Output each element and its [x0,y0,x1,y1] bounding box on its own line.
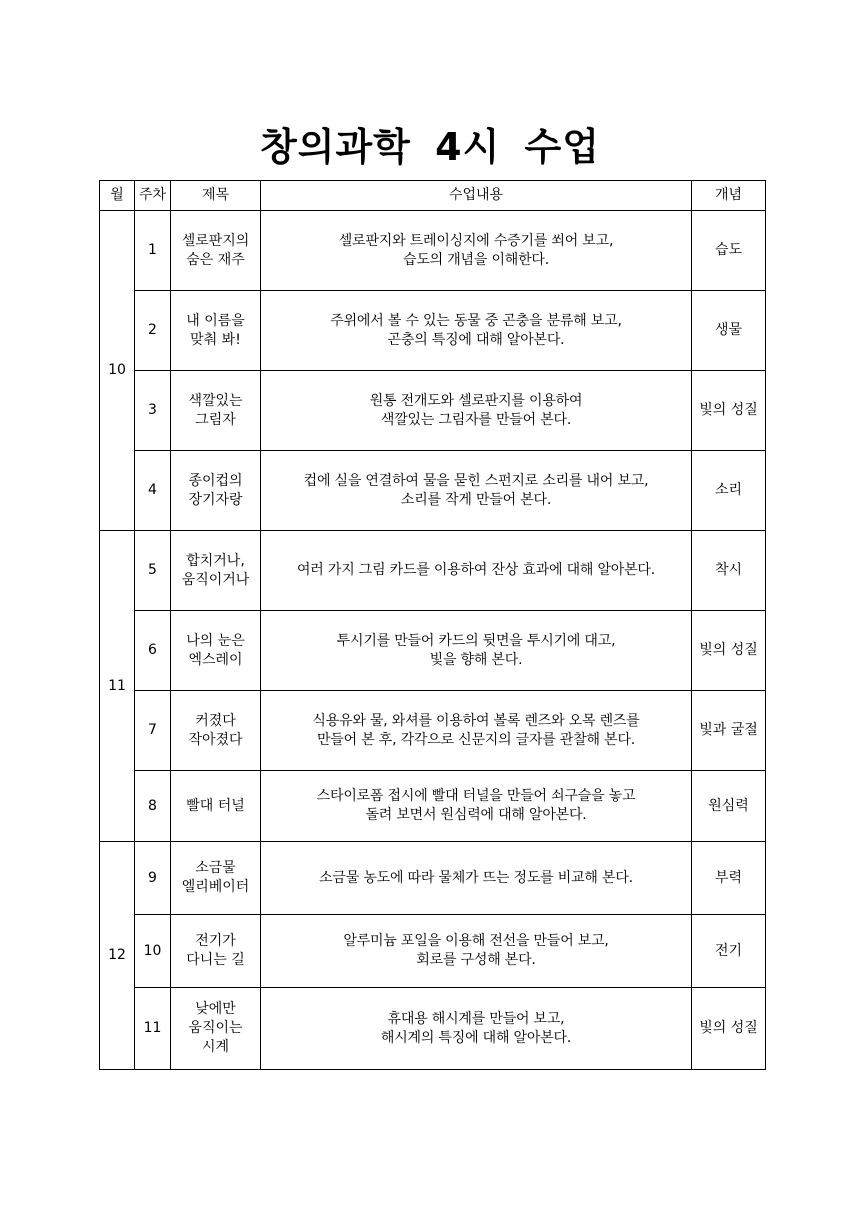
week-cell: 2 [135,291,171,371]
subject-cell: 소금물 엘리베이터 [171,842,261,915]
content-cell: 알루미늄 포일을 이용해 전선을 만들어 보고, 회로를 구성해 본다. [261,915,692,988]
concept-cell: 착시 [692,531,766,611]
table-row [100,611,766,691]
week-cell: 1 [135,211,171,291]
subject-cell: 낮에만 움직이는 시계 [171,988,261,1070]
subject-cell: 종이컵의 장기자랑 [171,451,261,531]
table-row [100,915,766,988]
table-row [100,371,766,451]
content-cell: 여러 가지 그림 카드를 이용하여 잔상 효과에 대해 알아본다. [261,531,692,611]
content-cell: 스타이로폼 접시에 빨대 터널을 만들어 쇠구슬을 놓고 돌려 보면서 원심력에 대해 알아본다. [261,771,692,842]
content-cell: 주위에서 볼 수 있는 동물 중 곤충을 분류해 보고, 곤충의 특징에 대해 알아본다. [261,291,692,371]
concept-cell: 소리 [692,451,766,531]
content-cell: 투시기를 만들어 카드의 뒷면을 투시기에 대고, 빛을 향해 본다. [261,611,692,691]
concept-cell: 빛의 성질 [692,371,766,451]
content-cell: 원통 전개도와 셀로판지를 이용하여 색깔있는 그림자를 만들어 본다. [261,371,692,451]
subject-cell: 셀로판지의 숨은 재주 [171,211,261,291]
concept-cell: 원심력 [692,771,766,842]
table-row [100,211,766,291]
week-cell: 8 [135,771,171,842]
table-row [100,842,766,915]
concept-cell: 빛의 성질 [692,611,766,691]
week-cell: 11 [135,988,171,1070]
table-row [100,291,766,371]
header-subject: 제목 [171,181,261,211]
table-row [100,451,766,531]
subject-cell: 색깔있는 그림자 [171,371,261,451]
content-cell: 소금물 농도에 따라 물체가 뜨는 정도를 비교해 본다. [261,842,692,915]
page-title: 창의과학 4시 수업 [260,125,600,169]
week-cell: 5 [135,531,171,611]
month-cell: 11 [100,531,135,842]
subject-cell: 내 이름을 맞춰 봐! [171,291,261,371]
month-cell: 10 [100,211,135,531]
subject-cell: 커졌다 작아졌다 [171,691,261,771]
table-row [100,988,766,1070]
header-row [100,181,766,211]
week-cell: 9 [135,842,171,915]
subject-cell: 합치거나, 움직이거나 [171,531,261,611]
week-cell: 3 [135,371,171,451]
subject-cell: 빨대 터널 [171,771,261,842]
week-cell: 4 [135,451,171,531]
table-row [100,771,766,842]
header-concept: 개념 [692,181,766,211]
header-month: 월 [100,181,135,211]
concept-cell: 전기 [692,915,766,988]
table-row [100,691,766,771]
week-cell: 7 [135,691,171,771]
content-cell: 식용유와 물, 와셔를 이용하여 볼록 렌즈와 오목 렌즈를 만들어 본 후, 각각으로 신문지의 글자를 관찰해 본다. [261,691,692,771]
month-cell: 12 [100,842,135,1070]
header-week: 주차 [135,181,171,211]
table-row [100,531,766,611]
content-cell: 휴대용 해시계를 만들어 보고, 해시계의 특징에 대해 알아본다. [261,988,692,1070]
concept-cell: 부력 [692,842,766,915]
concept-cell: 생물 [692,291,766,371]
subject-cell: 전기가 다니는 길 [171,915,261,988]
content-cell: 컵에 실을 연결하여 물을 묻힌 스펀지로 소리를 내어 보고, 소리를 작게 만들어 본다. [261,451,692,531]
subject-cell: 나의 눈은 엑스레이 [171,611,261,691]
content-cell: 셀로판지와 트레이싱지에 수증기를 쐬어 보고, 습도의 개념을 이해한다. [261,211,692,291]
concept-cell: 빛과 굴절 [692,691,766,771]
schedule-table [99,180,766,1070]
concept-cell: 빛의 성질 [692,988,766,1070]
week-cell: 6 [135,611,171,691]
header-content: 수업내용 [261,181,692,211]
week-cell: 10 [135,915,171,988]
concept-cell: 습도 [692,211,766,291]
